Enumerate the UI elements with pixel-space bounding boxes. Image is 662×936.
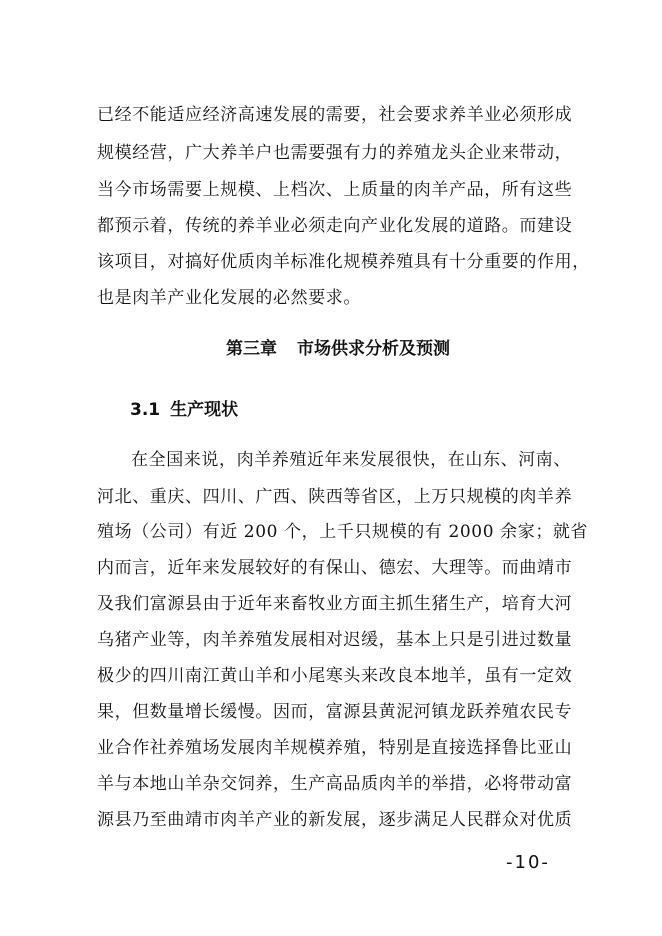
text-line: 河北、重庆、四川、广西、陕西等省区，上万只规模的肉羊养 — [97, 487, 573, 507]
section-title: 生产现状 — [170, 400, 239, 420]
text-line: 业合作社养殖场发展肉羊规模养殖，特别是直接选择鲁比亚山 — [97, 738, 573, 758]
text-line: 在全国来说，肉羊养殖近年来发展很快，在山东、河南、 — [131, 450, 571, 470]
text-line: 及我们富源县由于近年来畜牧业方面主抓生猪生产，培育大河 — [97, 594, 573, 614]
text-line: 羊与本地山羊杂交饲养，生产高品质肉羊的举措，必将带动富 — [97, 774, 573, 794]
text-line: 内而言，近年来发展较好的有保山、德宏、大理等。而曲靖市 — [97, 558, 573, 578]
chapter-heading — [0, 339, 662, 359]
page-number: -10- — [506, 852, 550, 873]
chapter-number: 第三章 — [226, 339, 277, 359]
text-line: 该项目，对搞好优质肉羊标准化规模养殖具有十分重要的作用， — [97, 252, 590, 272]
text-line: 果，但数量增长缓慢。因而，富源县黄泥河镇龙跃养殖农民专 — [97, 702, 573, 722]
text-line: 都预示着，传统的养羊业必须走向产业化发展的道路。而建设 — [97, 216, 573, 236]
text-line: 极少的四川南江黄山羊和小尾寒头来改良本地羊，虽有一定效 — [97, 666, 573, 686]
text-line: 当今市场需要上规模、上档次、上质量的肉羊产品，所有这些 — [97, 180, 573, 200]
text-line: 乌猪产业等，肉羊养殖发展相对迟缓，基本上只是引进过数量 — [97, 630, 573, 650]
text-line: 源县乃至曲靖市肉羊产业的新发展，逐步满足人民群众对优质 — [97, 810, 573, 830]
chapter-title: 市场供求分析及预测 — [297, 339, 450, 359]
section-number: 3.1 — [130, 400, 161, 420]
text-line: 殖场（公司）有近 200 个，上千只规模的有 2000 余家；就省 — [97, 522, 589, 542]
text-line: 规模经营，广大养羊户也需要强有力的养殖龙头企业来带动， — [97, 143, 573, 163]
section-heading — [130, 400, 238, 420]
text-line: 也是肉羊产业化发展的必然要求。 — [97, 288, 361, 308]
text-line: 已经不能适应经济高速发展的需要，社会要求养羊业必须形成 — [97, 105, 573, 125]
